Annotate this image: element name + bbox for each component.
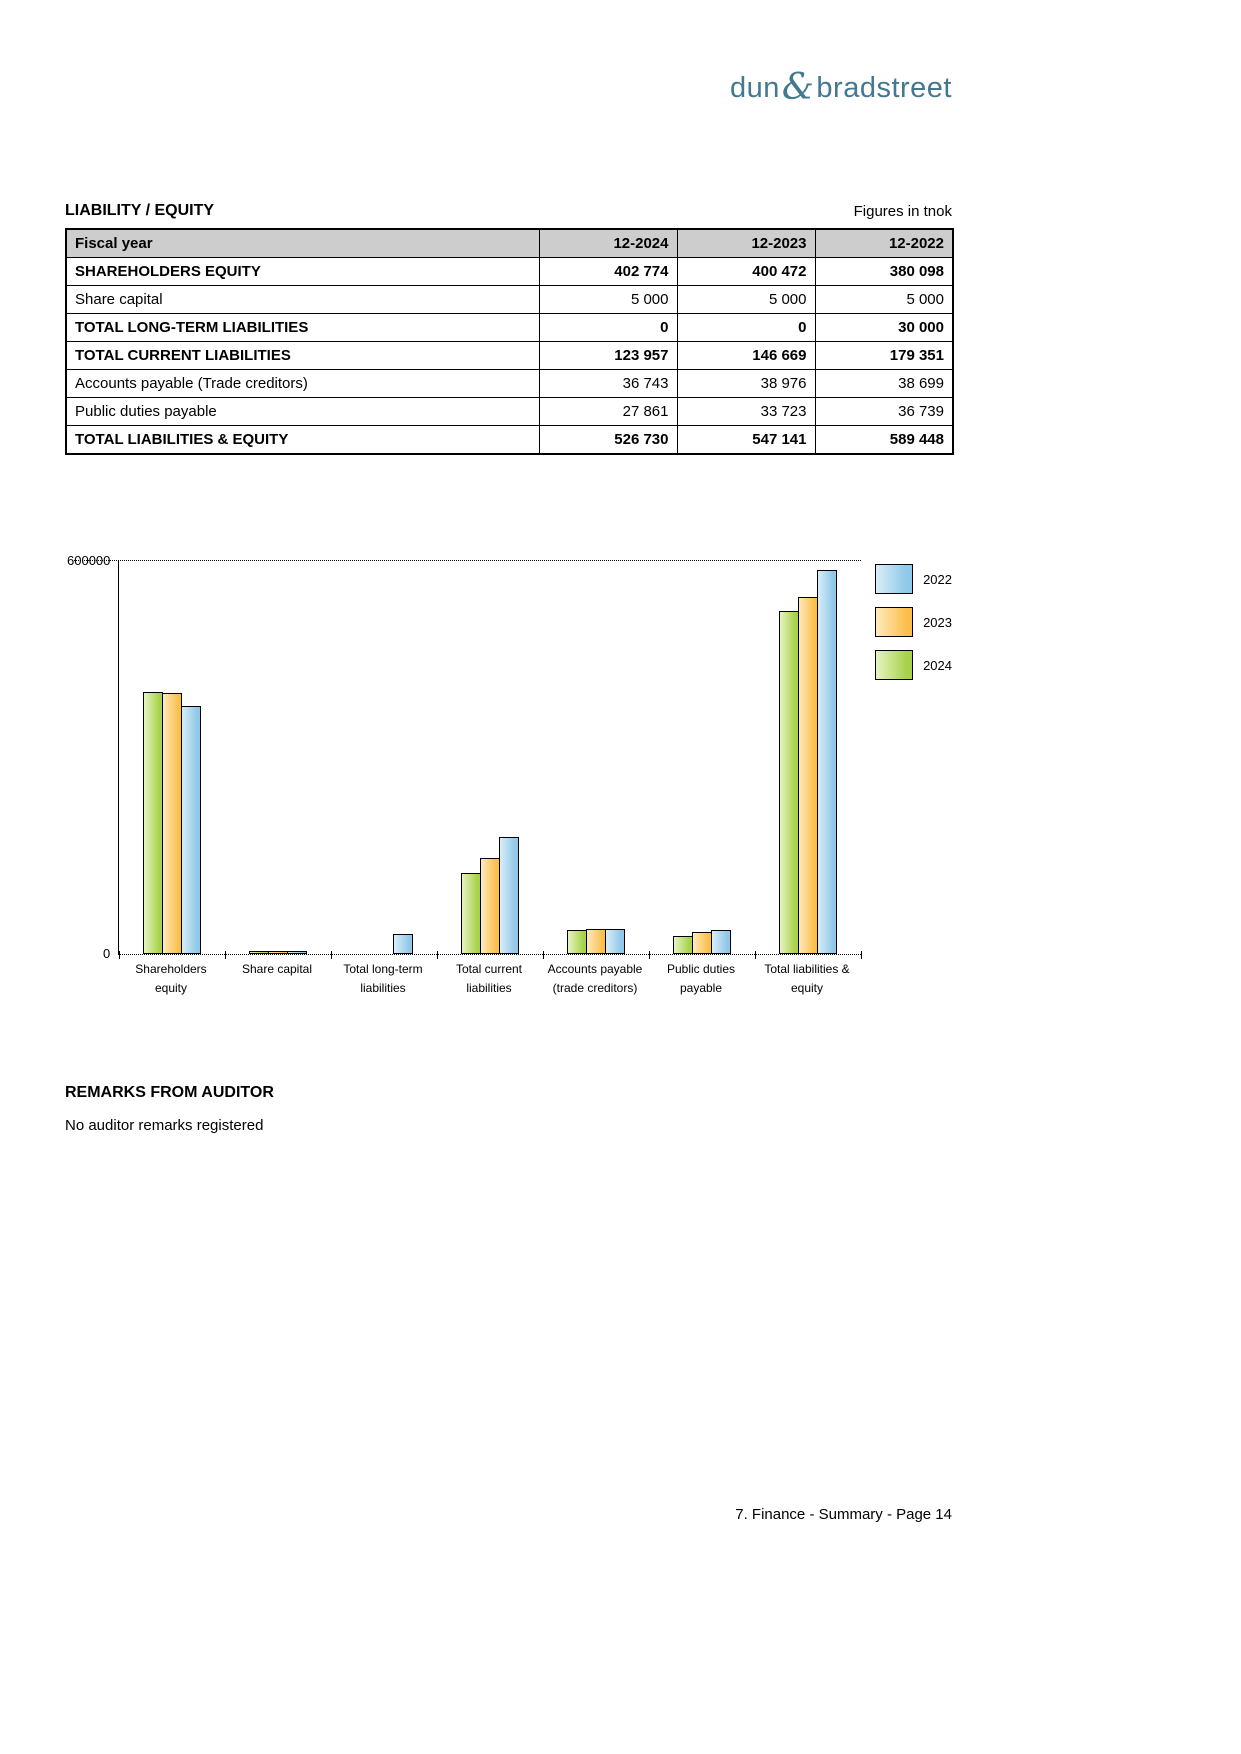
logo-word-dun: dun [729,72,780,104]
table-row [66,398,953,426]
table-body [66,258,953,455]
cell-value: 526 730 [539,426,677,455]
cell-value: 5 000 [539,286,677,314]
logo-ampersand-icon: & [781,67,815,108]
dun-bradstreet-logo [65,68,952,106]
bar-group [543,561,649,954]
section-title: LIABILITY / EQUITY [65,202,215,219]
bar-2022 [393,934,413,954]
table-row [66,286,953,314]
y-axis-zero-label: 0 [103,946,111,961]
bar-2023 [268,951,288,954]
row-label: TOTAL CURRENT LIABILITIES [66,342,539,370]
x-axis-tick [543,951,544,959]
bar-group [331,561,437,954]
legend-swatch-2023 [875,607,913,637]
bar-2024 [567,930,587,954]
x-axis-tick [649,951,650,959]
bar-2023 [586,929,606,954]
category-label: Public duties payable [666,962,736,995]
remarks-text: No auditor remarks registered [65,1117,264,1134]
cell-value: 36 743 [539,370,677,398]
row-label: Share capital [66,286,539,314]
cell-value: 33 723 [677,398,815,426]
cell-value: 38 976 [677,370,815,398]
bar-2023 [162,693,182,954]
row-label: Public duties payable [66,398,539,426]
bar-group [649,561,755,954]
bar-2022 [181,706,201,954]
x-axis-tick [331,951,332,959]
legend-item-2023 [875,607,952,637]
liability-equity-bar-chart [65,553,952,1008]
bar-2023 [692,932,712,954]
legend-label: 2023 [923,614,952,630]
page-footer: 7. Finance - Summary - Page 14 [735,1506,952,1523]
bar-2024 [143,692,163,954]
bar-2024 [249,951,269,954]
section-header [65,202,952,220]
category-label: Total current liabilities [455,962,523,995]
legend-item-2022 [875,564,952,594]
cell-value: 146 669 [677,342,815,370]
bar-2024 [461,873,481,954]
bar-2024 [779,611,799,954]
page-content [65,0,952,1134]
row-label: SHAREHOLDERS EQUITY [66,258,539,286]
bar-2022 [287,951,307,954]
table-row [66,314,953,342]
chart-legend [875,564,952,693]
table-header-row [66,229,953,258]
remarks-section [65,1084,952,1134]
legend-item-2024 [875,650,952,680]
x-axis-tick [861,951,862,959]
bar-group [755,561,861,954]
category-label: Total liabilities & equity [764,962,850,995]
legend-swatch-2022 [875,564,913,594]
cell-value: 0 [677,314,815,342]
column-header-12-2023: 12-2023 [677,229,815,258]
cell-value: 380 098 [815,258,953,286]
table-row [66,370,953,398]
bar-group [437,561,543,954]
figures-note: Figures in tnok [853,203,952,220]
cell-value: 36 739 [815,398,953,426]
x-axis-tick [119,951,120,959]
y-axis-max-label: 600000 [67,553,111,568]
liability-equity-table [65,228,954,455]
legend-label: 2024 [923,657,952,673]
column-header-fiscal-year: Fiscal year [66,229,539,258]
cell-value: 179 351 [815,342,953,370]
x-axis-tick [225,951,226,959]
bar-2022 [499,837,519,954]
cell-value: 5 000 [677,286,815,314]
bar-2022 [817,570,837,954]
bar-2023 [798,597,818,954]
category-label: Shareholders equity [135,962,207,995]
column-header-12-2022: 12-2022 [815,229,953,258]
chart-category-labels [118,960,860,997]
category-label: Share capital [241,962,313,976]
chart-plot [118,561,861,955]
bar-2022 [711,930,731,954]
bar-2022 [605,929,625,954]
table-row [66,426,953,455]
cell-value: 589 448 [815,426,953,455]
legend-swatch-2024 [875,650,913,680]
cell-value: 27 861 [539,398,677,426]
legend-label: 2022 [923,571,952,587]
cell-value: 400 472 [677,258,815,286]
cell-value: 30 000 [815,314,953,342]
gridline-600000 [74,560,861,561]
bar-2023 [480,858,500,954]
x-axis-tick [755,951,756,959]
cell-value: 402 774 [539,258,677,286]
remarks-title: REMARKS FROM AUDITOR [65,1084,274,1101]
category-label: Total long-term liabilities [343,962,423,995]
table-head [66,229,953,258]
cell-value: 38 699 [815,370,953,398]
logo-word-bradstreet: bradstreet [816,72,952,104]
bar-group [225,561,331,954]
cell-value: 547 141 [677,426,815,455]
bar-2024 [673,936,693,954]
bar-group [119,561,225,954]
row-label: TOTAL LONG-TERM LIABILITIES [66,314,539,342]
row-label: TOTAL LIABILITIES & EQUITY [66,426,539,455]
cell-value: 123 957 [539,342,677,370]
category-label: Accounts payable (trade creditors) [547,962,643,995]
x-axis-tick [437,951,438,959]
column-header-12-2024: 12-2024 [539,229,677,258]
cell-value: 5 000 [815,286,953,314]
cell-value: 0 [539,314,677,342]
table-row [66,342,953,370]
table-row [66,258,953,286]
row-label: Accounts payable (Trade creditors) [66,370,539,398]
